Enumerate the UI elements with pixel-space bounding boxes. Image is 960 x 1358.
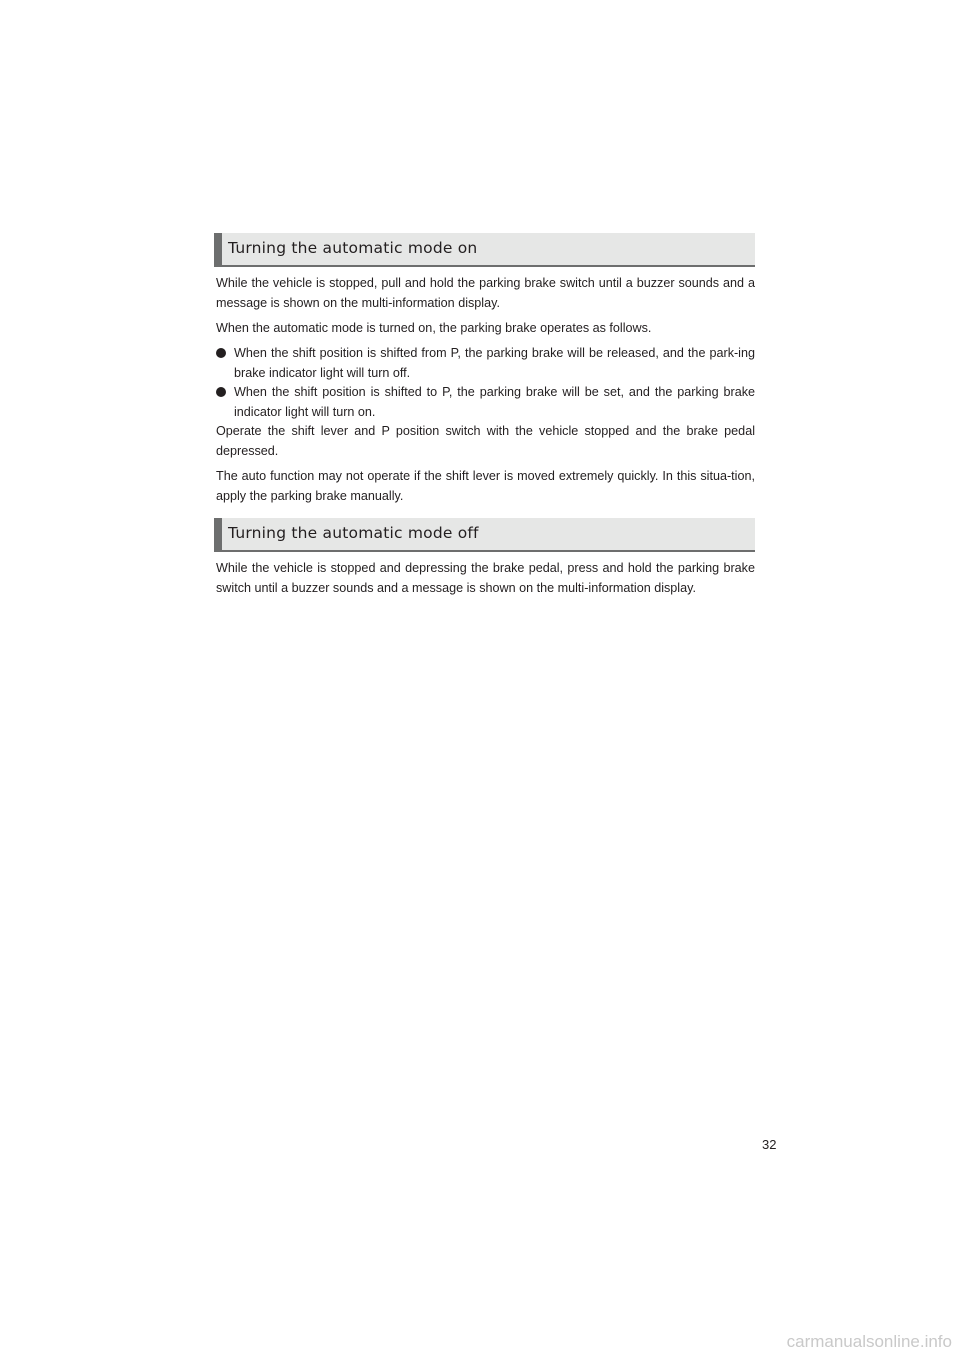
bullet-item [216,343,755,383]
paragraph-lead-on: When the automatic mode is turned on, the parking brake operates as follows. [216,321,652,335]
section-heading-automatic-mode-on [214,233,755,267]
watermark-text: carmanualsonline.info [786,1332,952,1351]
paragraph-note-operate: Operate the shift lever and P position switch with the vehicle stopped and the brake pedal depressed. [216,424,755,458]
bullet-text: When the shift position is shifted to P, the parking brake will be set, and the parking brake indicator light will turn on. [234,385,755,419]
bullet-dot-icon [216,348,226,358]
paragraph-note-auto-function: The auto function may not operate if the shift lever is moved extremely quickly. In this situa-tion, apply the parking brake manually. [216,469,755,503]
section-heading-text: Turning the automatic mode off [228,524,479,542]
bullet-item [216,382,755,422]
section-heading-automatic-mode-off [214,518,755,552]
bullet-dot-icon [216,387,226,397]
paragraph-intro-on: While the vehicle is stopped, pull and hold the parking brake switch until a buzzer sounds and a message is shown on the multi-information display. [216,276,755,310]
page-number: 32 [762,1137,777,1152]
paragraph-intro-off: While the vehicle is stopped and depressing the brake pedal, press and hold the parking brake switch until a buzzer sounds and a message is shown on the multi-information display. [216,561,755,595]
bullet-text: When the shift position is shifted from P, the parking brake will be released, and the park-ing brake indicator light will turn off. [234,346,755,380]
section-heading-text: Turning the automatic mode on [228,239,478,257]
